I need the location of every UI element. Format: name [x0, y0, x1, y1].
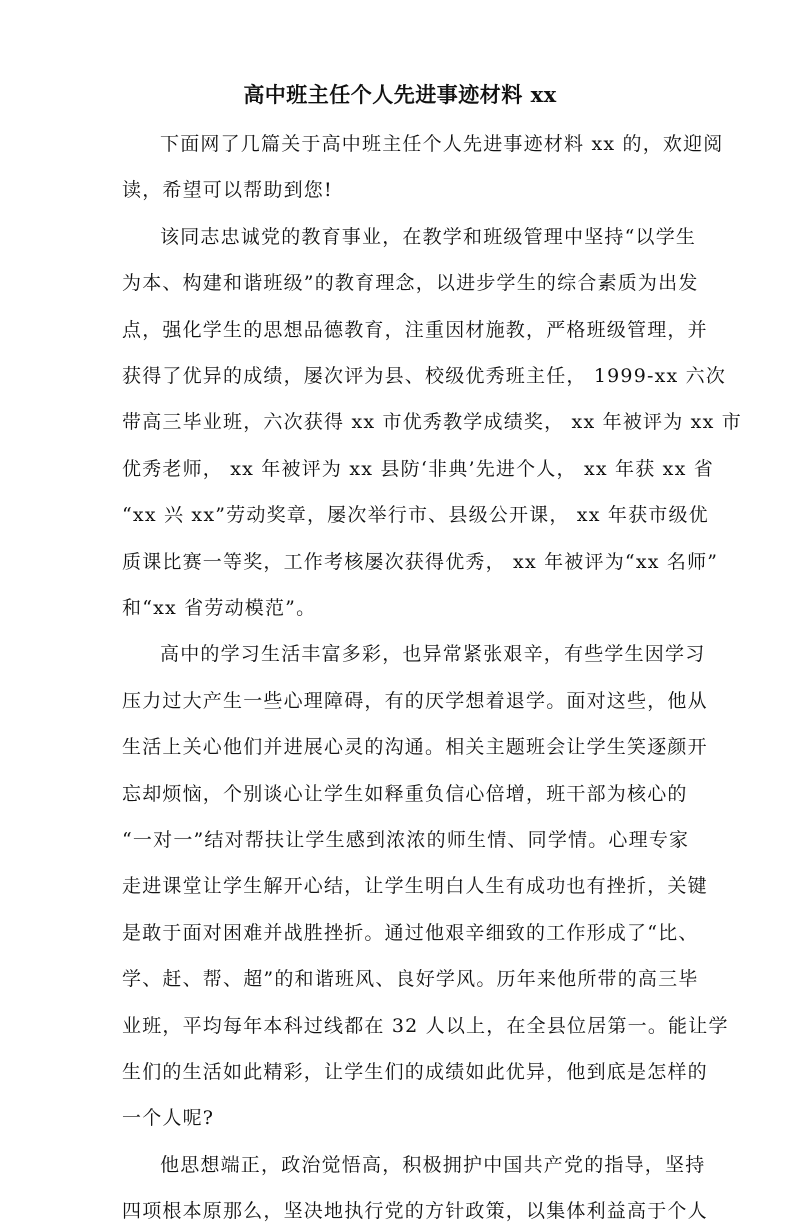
text-line: 带高三毕业班，六次获得 xx 市优秀教学成绩奖， xx 年被评为 xx 市 [122, 411, 742, 434]
text-line: 一个人呢? [122, 1107, 215, 1130]
text-line: 点，强化学生的思想品德教育，注重因材施教，严格班级管理，并 [122, 318, 708, 341]
text-line: 生活上关心他们并进展心灵的沟通。相关主题班会让学生笑逐颜开 [122, 736, 708, 759]
text-line: 和“xx 省劳动模范”。 [122, 597, 317, 619]
text-line: “一对一”结对帮扶让学生感到浓浓的师生情、同学情。心理专家 [122, 829, 690, 851]
text-line: 质课比赛一等奖，工作考核屡次获得优秀， xx 年被评为“xx 名师” [122, 550, 719, 573]
text-line: 读，希望可以帮助到您! [122, 179, 333, 202]
text-line: 为本、构建和谐班级”的教育理念，以进步学生的综合素质为出发 [122, 272, 699, 295]
document-title: 高中班主任个人先进事迹材料 xx [243, 82, 557, 107]
text-line: 四项根本原那么，坚决地执行党的方针政策，以集体利益高于个人 [122, 1200, 708, 1223]
text-line: 他思想端正，政治觉悟高，积极拥护中国共产党的指导，坚持 [160, 1153, 706, 1176]
text-line: 获得了优异的成绩，屡次评为县、校级优秀班主任， 1999-xx 六次 [122, 365, 727, 387]
text-line: 是敢于面对困难并战胜挫折。通过他艰辛细致的工作形成了“比、 [122, 921, 699, 944]
text-line: 优秀老师， xx 年被评为 xx 县防‘非典’先进个人， xx 年获 xx 省 [122, 457, 714, 480]
text-line: 下面网了几篇关于高中班主任个人先进事迹材料 xx 的，欢迎阅 [160, 133, 724, 155]
text-line: 走进课堂让学生解开心结，让学生明白人生有成功也有挫折，关键 [122, 875, 708, 898]
text-line: “xx 兴 xx”劳动奖章，屡次举行市、县级公开课， xx 年获市级优 [122, 504, 709, 527]
text-line: 压力过大产生一些心理障碍，有的厌学想着退学。面对这些，他从 [122, 689, 708, 712]
text-line: 该同志忠诚党的教育事业，在教学和班级管理中坚持“以学生 [160, 225, 697, 248]
text-line: 业班，平均每年本科过线都在 32 人以上，在全县位居第一。能让学 [122, 1014, 729, 1037]
text-line: 学、赶、帮、超”的和谐班风、良好学风。历年来他所带的高三毕 [122, 968, 699, 991]
text-line: 高中的学习生活丰富多彩，也异常紧张艰辛，有些学生因学习 [160, 643, 706, 666]
text-line: 忘却烦恼，个别谈心让学生如释重负信心倍增，班干部为核心的 [122, 782, 688, 805]
text-line: 生们的生活如此精彩，让学生们的成绩如此优异，他到底是怎样的 [122, 1061, 708, 1083]
